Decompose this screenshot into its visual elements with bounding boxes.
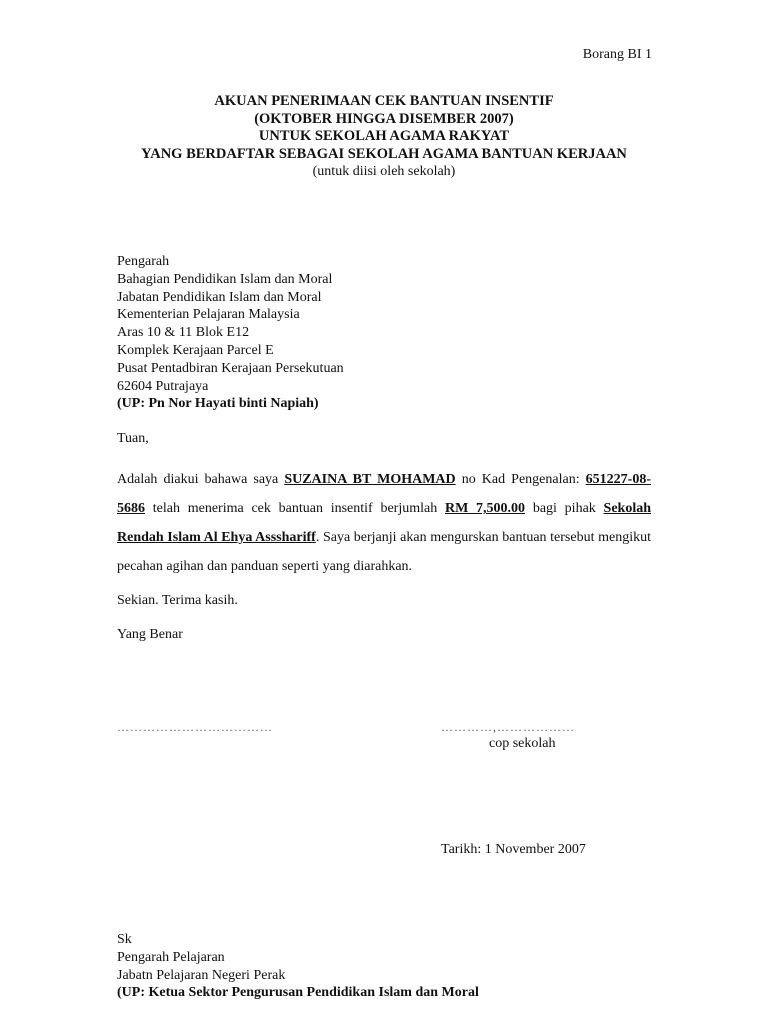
document-title [0, 93, 768, 181]
salutation: Tuan, [117, 431, 149, 446]
title-line-3: UNTUK SEKOLAH AGAMA RAKYAT [258, 128, 510, 144]
address-line: Komplek Kerajaan Parcel E [117, 342, 274, 358]
cc-attention: (UP: Ketua Sektor Pengurusan Pendidikan Islam dan Moral [117, 985, 479, 1001]
school-name: Sekolah Rendah Islam Al Ehya Assshariff [117, 501, 652, 545]
form-code: Borang BI 1 [582, 47, 652, 62]
cc-line: Pengarah Pelajaran [117, 949, 225, 965]
stamp-label: cop sekolah [489, 736, 556, 751]
stamp-line: …………,……………… [441, 720, 575, 734]
amount: RM 7,500.00 [444, 501, 526, 516]
address-line: Kementerian Pelajaran Malaysia [117, 307, 300, 323]
acknowledgement-paragraph [117, 465, 651, 581]
body-text: Adalah diakui bahawa saya [117, 472, 285, 487]
cc-line: Jabatn Pelajaran Negeri Perak [117, 967, 286, 983]
address-line: 62604 Putrajaya [117, 378, 209, 394]
recipient-name: SUZAINA BT MOHAMAD [284, 472, 456, 487]
carbon-copy-block [117, 931, 479, 1002]
recipient-address [117, 253, 344, 413]
title-note: (untuk diisi oleh sekolah) [312, 164, 456, 179]
body-text: bagi pihak [525, 501, 604, 516]
address-line: Pusat Pentadbiran Kerajaan Persekutuan [117, 360, 344, 376]
address-line: Aras 10 & 11 Blok E12 [117, 325, 250, 341]
body-text: no Kad Pengenalan: [455, 472, 586, 487]
title-line-1: AKUAN PENERIMAAN CEK BANTUAN INSENTIF [214, 93, 554, 109]
address-line: Jabatan Pendidikan Islam dan Moral [117, 289, 322, 305]
title-line-4: YANG BERDAFTAR SEBAGAI SEKOLAH AGAMA BANTUAN KERJAAN [141, 145, 627, 162]
body-text: telah menerima cek bantuan insentif berjumlah [145, 501, 445, 516]
address-line: Pengarah [117, 254, 170, 269]
cc-line: Sk [117, 932, 132, 947]
body-text: . Saya berjanji akan mengurskan bantuan tersebut mengikut pecahan agihan dan panduan seperti yang diarahkan. [117, 530, 651, 574]
ic-number: 651227-08-5686 [117, 472, 651, 516]
closing-line: Sekian. Terima kasih. [117, 593, 238, 608]
document-date: Tarikh: 1 November 2007 [441, 842, 586, 857]
title-line-2: (OKTOBER HINGGA DISEMBER 2007) [254, 110, 514, 127]
recipient-attention: (UP: Pn Nor Hayati binti Napiah) [117, 396, 319, 412]
signature-line: ……………………………… [117, 720, 273, 734]
address-line: Bahagian Pendidikan Islam dan Moral [117, 271, 333, 287]
sign-off: Yang Benar [117, 627, 183, 642]
